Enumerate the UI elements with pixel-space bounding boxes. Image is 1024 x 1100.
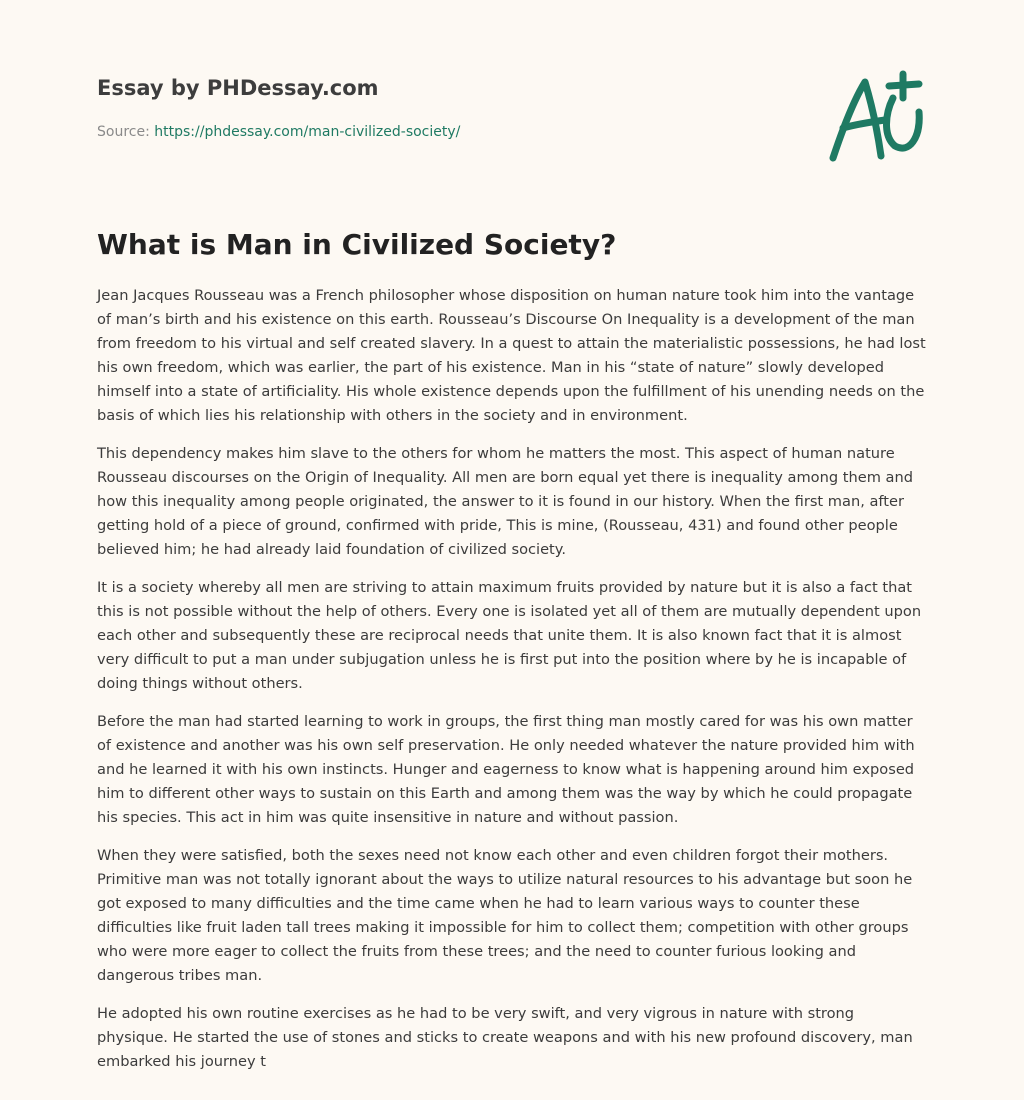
page-header bbox=[97, 0, 927, 190]
essay-paragraph: He adopted his own routine exercises as he had to be very swift, and very vigrous in nature with strong physique. He started the use of stones and sticks to create weapons and with his new profound discovery, man embarked his journey t bbox=[97, 1004, 913, 1070]
essay-paragraph: It is a society whereby all men are striving to attain maximum fruits provided by nature but it is also a fact that this is not possible without the help of others. Every one is isolated yet all of them are mutually dependent upon each other and subsequently these are reciprocal needs that unite them. It is also known fact that it is almost very difficult to put a man under subjugation unless he is first put into the position where by he is incapable of doing things without others. bbox=[97, 578, 922, 692]
source-label: Source: bbox=[97, 124, 155, 140]
source-link[interactable]: https://phdessay.com/man-civilized-society/ bbox=[154, 124, 461, 140]
source-line bbox=[97, 124, 460, 140]
essay-paragraph: Before the man had started learning to work in groups, the first thing man mostly cared for was his own matter of existence and another was his own self preservation. He only needed whatever the nature provided him with and he learned it with his own instincts. Hunger and eagerness to know what is happening around him exposed him to different other ways to sustain on this Earth and among them was the way by which he could propagate his species. This act in him was quite insensitive in nature and without passion. bbox=[97, 712, 915, 826]
a-plus-logo-icon bbox=[827, 68, 927, 164]
essay-paragraph: This dependency makes him slave to the others for whom he matters the most. This aspect of human nature Rousseau discourses on the Origin of Inequality. All men are born equal yet there is inequality among them and how this inequality among people originated, the answer to it is found in our history. When the first man, after getting hold of a piece of ground, confirmed with pride, This is mine, (Rousseau, 431) and found other people believed him; he had already laid foundation of civilized society. bbox=[97, 444, 914, 558]
essay-paragraph: Jean Jacques Rousseau was a French philosopher whose disposition on human nature took him into the vantage of man’s birth and his existence on this earth. Rousseau’s Discourse On Inequality is a development of the man from freedom to his virtual and self created slavery. In a quest to attain the materialistic possessions, he had lost his own freedom, which was earlier, the part of his existence. Man in his “state of nature” slowly developed himself into a state of artificiality. His whole existence depends upon the fulfillment of his unending needs on the basis of which lies his relationship with others in the society and in environment. bbox=[97, 286, 926, 424]
essay-body bbox=[97, 284, 927, 1074]
essay-paragraph: When they were satisfied, both the sexes need not know each other and even children forgot their mothers. Primitive man was not totally ignorant about the ways to utilize natural resources to his advantage but soon he got exposed to many difficulties and the time came when he had to learn various ways to counter these difficulties like fruit laden tall trees making it impossible for him to collect them; competition with other groups who were more eager to collect the fruits from these trees; and the need to counter furious looking and dangerous tribes man. bbox=[97, 846, 913, 984]
essay-title: What is Man in Civilized Society? bbox=[97, 228, 617, 261]
site-brand: Essay by PHDessay.com bbox=[97, 76, 379, 100]
